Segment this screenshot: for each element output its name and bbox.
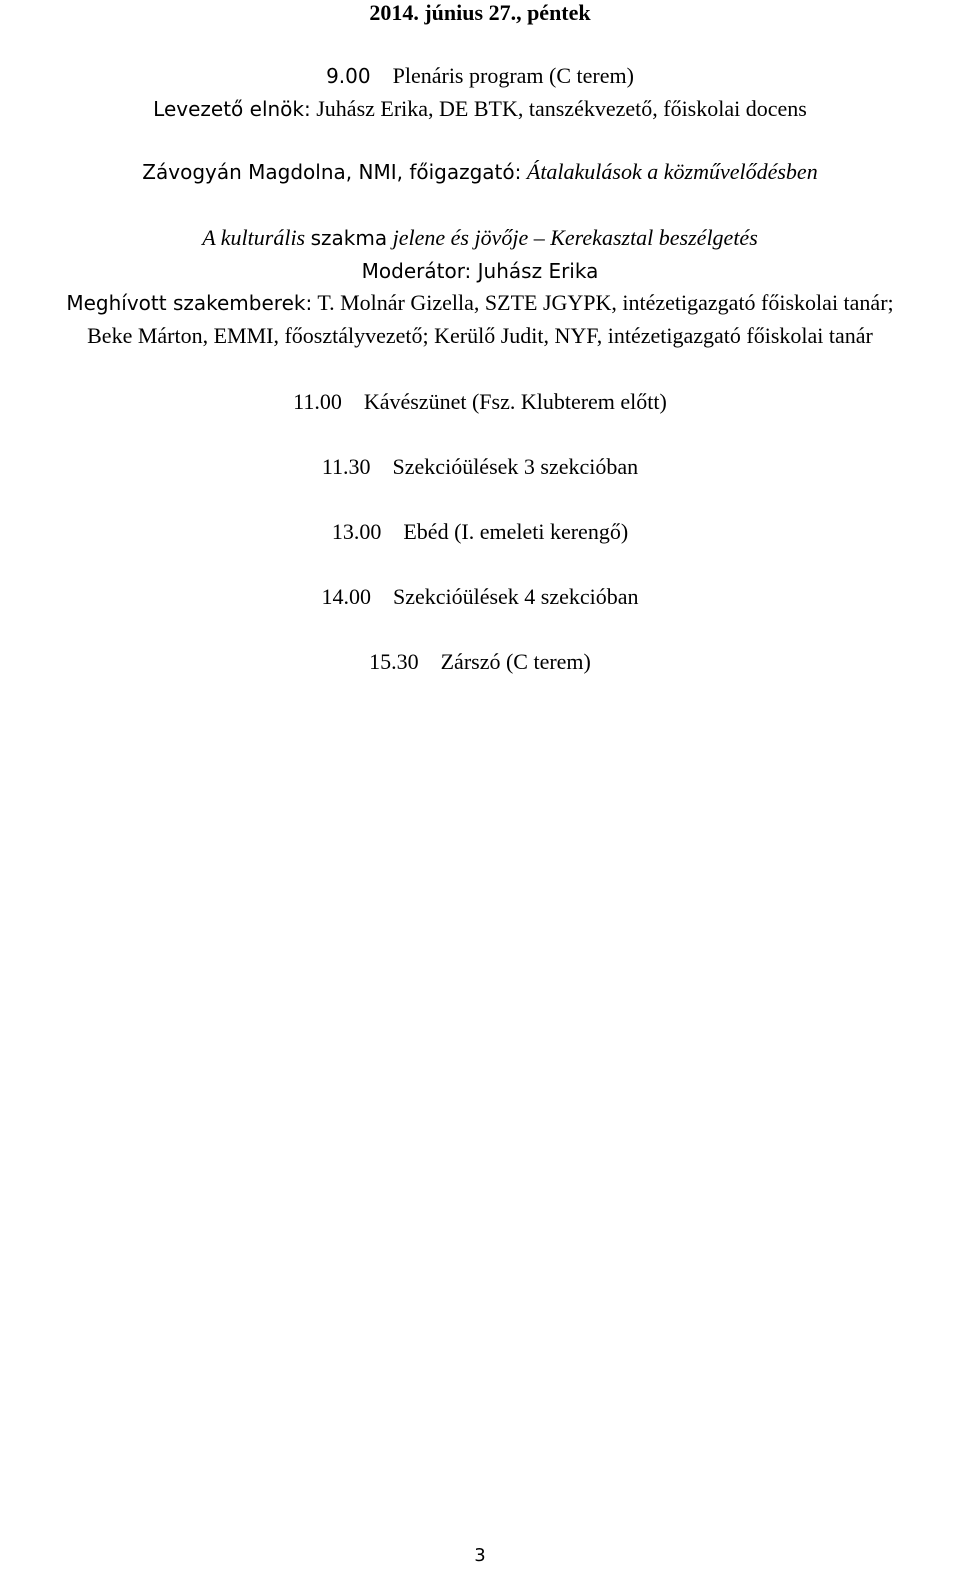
- plenary-time: 9.00: [326, 64, 371, 88]
- plenary-heading: [0, 63, 960, 89]
- schedule-time: 15.30: [369, 649, 419, 674]
- schedule-item: [0, 454, 960, 480]
- schedule-label: Szekcióülések 4 szekcióban: [392, 584, 639, 609]
- schedule-item: [0, 389, 960, 415]
- schedule-item: [0, 649, 960, 675]
- chair-line: [0, 96, 960, 122]
- roundtable-title-c: jelene és jövője: [392, 225, 529, 250]
- schedule-time: 14.00: [321, 584, 371, 609]
- schedule-label: Zárszó (C terem): [440, 649, 591, 674]
- schedule-label: Szekcióülések 3 szekcióban: [392, 454, 639, 479]
- roundtable-title: [0, 225, 960, 251]
- talk-title: Átalakulások a közművelődésben: [526, 159, 818, 184]
- schedule-item: [0, 519, 960, 545]
- invited-line-2: Beke Márton, EMMI, főosztályvezető; Kerülő Judit, NYF, intézetigazgató főiskolai tanár: [87, 323, 873, 348]
- invited-text-1: T. Molnár Gizella, SZTE JGYPK, intézetigazgató főiskolai tanár;: [317, 290, 894, 315]
- invited-line-1: [0, 290, 960, 316]
- moderator-line: Moderátor: Juhász Erika: [361, 259, 599, 283]
- schedule-time: 11.30: [321, 454, 371, 479]
- plenary-title: Plenáris program (C terem): [392, 63, 634, 88]
- roundtable-title-a: A kulturális: [202, 225, 306, 250]
- talk-speaker: Závogyán Magdolna, NMI, főigazgató:: [142, 160, 522, 184]
- chair-label: Levezető elnök:: [153, 97, 311, 121]
- date-heading: 2014. június 27., péntek: [369, 0, 591, 25]
- schedule-label: Kávészünet (Fsz. Klubterem előtt): [363, 389, 667, 414]
- schedule-time: 13.00: [331, 519, 382, 544]
- schedule-label: Ebéd (I. emeleti kerengő): [403, 519, 629, 544]
- schedule-item: [0, 584, 960, 610]
- page-number: 3: [474, 1545, 486, 1566]
- chair-name: Juhász Erika, DE BTK, tanszékvezető, főiskolai docens: [316, 96, 807, 121]
- roundtable-title-d: – Kerekasztal beszélgetés: [533, 225, 758, 250]
- talk-line: [0, 159, 960, 185]
- roundtable-title-b: szakma: [310, 226, 388, 250]
- invited-label: Meghívott szakemberek:: [66, 291, 313, 315]
- schedule-time: 11.00: [293, 389, 342, 414]
